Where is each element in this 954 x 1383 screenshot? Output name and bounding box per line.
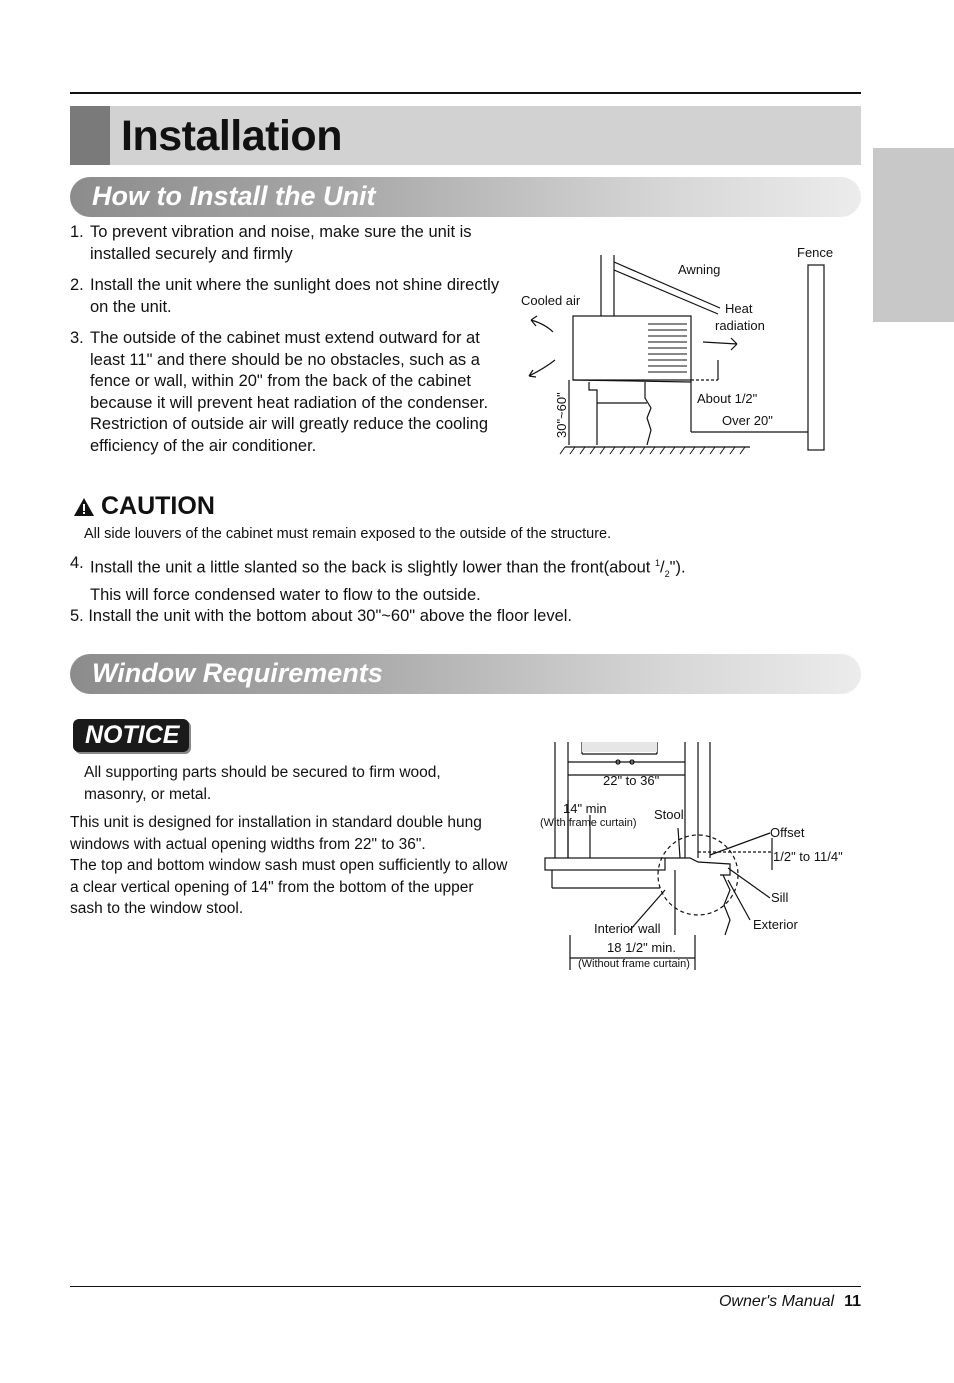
list-text-continued: This will force condensed water to flow to the outside. xyxy=(90,586,481,605)
caution-title: CAUTION xyxy=(101,492,215,520)
section-header-window xyxy=(70,654,861,694)
list-number: 4. xyxy=(70,554,84,572)
label-stool: Stool xyxy=(654,807,684,822)
fraction-numerator: 1 xyxy=(654,558,660,568)
list-number: 3. xyxy=(70,329,84,347)
list-number: 2. xyxy=(70,276,84,294)
caution-text: All side louvers of the cabinet must remain exposed to the outside of the structure. xyxy=(84,526,612,542)
label-heat: Heat xyxy=(725,301,753,316)
label-exterior: Exterior xyxy=(753,917,798,932)
notice-text: All supporting parts should be secured to firm wood, masonry, or metal. xyxy=(84,764,441,803)
footer-label: Owner's Manual xyxy=(718,1293,835,1310)
window-paragraph-2: The top and bottom window sash must open sufficiently to allow a clear vertical opening of 14" from the bottom of the upper sash to the window stool. xyxy=(70,857,508,917)
window-paragraph xyxy=(70,812,510,920)
list-text-continued: Restriction of outside air will greatly reduce the cooling efficiency of the air conditioner. xyxy=(90,415,489,455)
fraction-denominator: 2 xyxy=(664,568,670,579)
label-fence: Fence xyxy=(797,245,834,260)
title-accent-block xyxy=(70,106,110,165)
label-sill: Sill xyxy=(771,890,789,905)
label-about-half-inch: About 1/2" xyxy=(697,391,758,406)
label-cooled-air: Cooled air xyxy=(521,293,581,308)
list-item: 4. Install the unit a little slanted so the back is slightly lower than the front(about $^1/_2$"). This will force condensed water to flow to the outside. xyxy=(70,553,770,607)
label-without-frame-curtain: (Without frame curtain) xyxy=(578,958,690,970)
top-rule xyxy=(70,92,861,94)
label-14-min: 14" min xyxy=(563,801,607,816)
label-over-20: Over 20" xyxy=(722,413,773,428)
window-paragraph-1: This unit is designed for installation in standard double hung windows with actual opening widths from 22" to 36". xyxy=(70,814,482,853)
label-height-range: 30"~60" xyxy=(554,392,569,438)
list-text: To prevent vibration and noise, make sure the unit is installed securely and firmly xyxy=(90,223,472,263)
label-radiation: radiation xyxy=(715,318,765,333)
label-offset: Offset xyxy=(770,825,805,840)
label-width-range: 22" to 36" xyxy=(603,773,660,788)
footer xyxy=(719,1293,861,1311)
section-header-install xyxy=(70,177,861,217)
section-title: Window Requirements xyxy=(92,658,383,688)
footer-rule xyxy=(70,1286,861,1287)
list-text-end: "). xyxy=(669,558,686,577)
page-number: 11 xyxy=(844,1293,861,1310)
list-item: 5. Install the unit with the bottom about 30"~60" above the floor level. xyxy=(70,607,572,625)
warning-triangle-icon xyxy=(73,497,95,517)
notice-badge: NOTICE xyxy=(73,719,189,752)
list-number: 1. xyxy=(70,223,84,241)
label-interior-wall: Interior wall xyxy=(594,921,661,936)
list-item xyxy=(70,328,505,457)
label-offset-range: 1/2" to 11/4" xyxy=(773,849,843,864)
caution-heading xyxy=(73,492,215,521)
side-tab xyxy=(873,148,954,322)
list-text: Install the unit where the sunlight does not shine directly on the unit. xyxy=(90,276,500,316)
list-text: The outside of the cabinet must extend outward for at least 11" and there should be no obstacles, such as a fence or wall, within 20" from the back of the cabinet because it will prevent heat radiation of the condenser. xyxy=(90,329,489,412)
list-item xyxy=(70,275,510,318)
list-item xyxy=(70,222,510,265)
section-title: How to Install the Unit xyxy=(92,181,376,211)
list-text: Install the unit a little slanted so the back is slightly lower than the front(about xyxy=(90,558,655,577)
label-awning: Awning xyxy=(678,262,721,277)
label-18-half-min: 18 1/2" min. xyxy=(607,940,676,955)
page-title: Installation xyxy=(121,112,342,160)
label-with-frame-curtain: (With frame curtain) xyxy=(540,817,637,829)
